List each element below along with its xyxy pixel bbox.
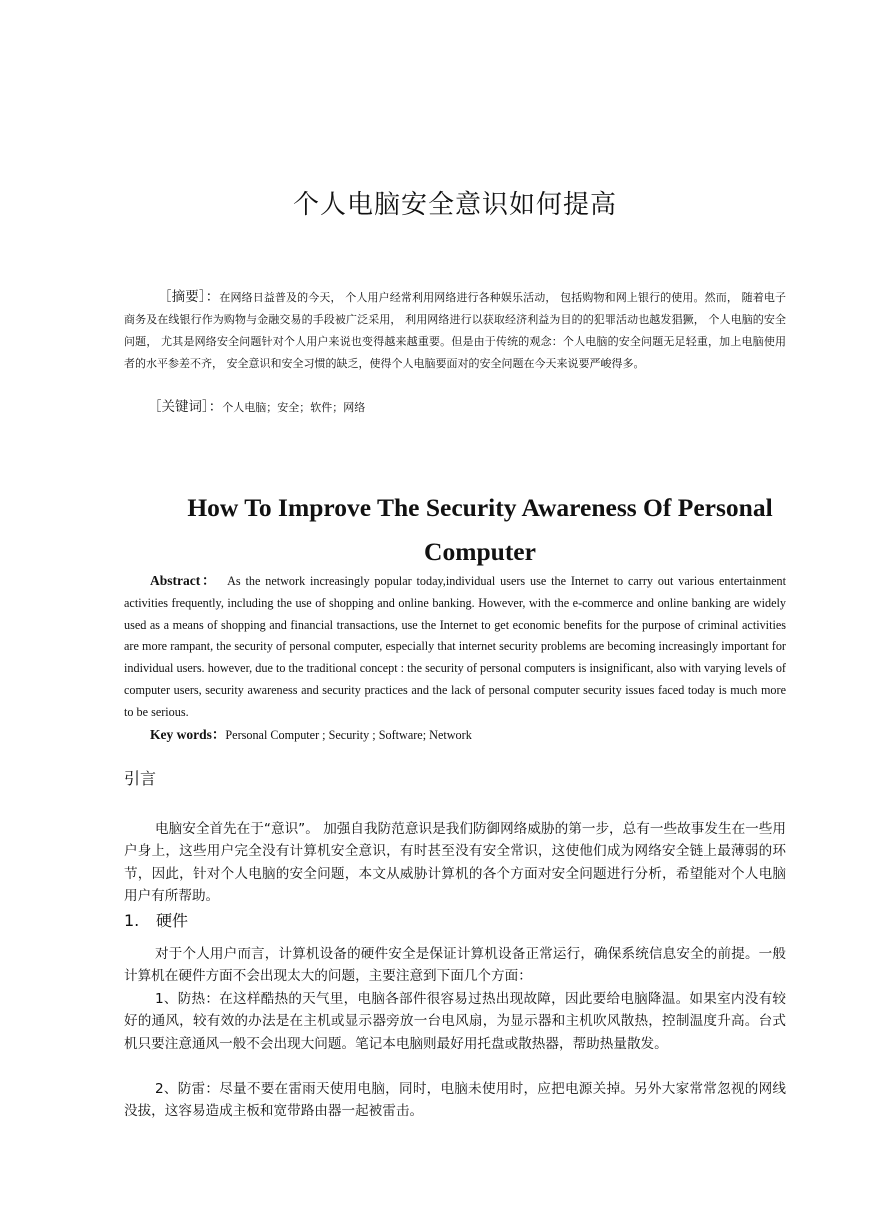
english-keywords-text: Personal Computer ; Security ; Software; Network xyxy=(225,728,472,742)
english-abstract-label: Abstract： xyxy=(150,573,218,588)
chinese-abstract xyxy=(124,286,786,375)
hardware-heading-number: 1. xyxy=(124,911,140,930)
english-keywords-label: Key words： xyxy=(150,727,226,742)
chinese-abstract-label: ［摘要］： xyxy=(158,289,220,305)
intro-heading: 引言 xyxy=(124,769,157,788)
hardware-heading xyxy=(124,908,188,931)
hardware-paragraph-lightning: 2、防雷：尽量不要在雷雨天使用电脑，同时，电脑未使用时，应把电源关掉。另外大家常常忽视的网线没拔，这容易造成主板和宽带路由器一起被雷击。 xyxy=(124,1081,786,1120)
english-title: How To Improve The Security Awareness Of Personal Computer xyxy=(187,493,773,566)
hardware-paragraph-intro: 对于个人用户而言，计算机设备的硬件安全是保证计算机设备正常运行，确保系统信息安全的前提。一般计算机在硬件方面不会出现太大的问题，主要注意到下面几个方面： xyxy=(124,946,786,985)
chinese-abstract-text: 在网络日益普及的今天， 个人用户经常利用网络进行各种娱乐活动， 包括购物和网上银行的使用。然而， 随着电子商务及在线银行作为购物与金融交易的手段被广泛采用， 利用网络进行以获取经济利益为目的的犯罪活动也越发猖獗， 个人电脑的安全问题， 尤其是网络安全问题针对个人用户来说也变得越来越重要。但是由于传统的观念：个人电脑的安全问题无足轻重，加上电脑使用者的水平参差不齐， 安全意识和安全习惯的缺乏，使得个人电脑要面对的安全问题在今天来说要严峻得多。 xyxy=(124,291,786,370)
english-abstract-text: As the network increasingly popular today,individual users use the Internet to carry out various entertainment activities frequently, including the use of shopping and online banking. However, with the e-commerce and online banking are widely used as a means of shopping and financial transactions, use the Internet to get economic benefits for the purpose of criminal activities are more rampant, the security of personal computer, especially that internet security problems are becoming increasingly important for individual users. however, due to the traditional concept : the security of personal computers is insignificant, also with varying levels of computer users, security awareness and security practices and the lack of personal computer security issues faced today is much more to be serious. xyxy=(124,574,786,719)
chinese-keywords-text: 个人电脑；安全；软件；网络 xyxy=(222,401,366,414)
chinese-keywords-label: ［关键词］： xyxy=(148,399,223,415)
hardware-paragraph-heat: 1、防热：在这样酷热的天气里，电脑各部件很容易过热出现故障，因此要给电脑降温。如果室内没有较好的通风，较有效的办法是在主机或显示器旁放一台电风扇，为显示器和主机吹风散热，控制温度升高。台式机只要注意通风一般不会出现大问题。笔记本电脑则最好用托盘或散热器，帮助热量散发。 xyxy=(124,991,786,1052)
english-abstract xyxy=(124,570,786,724)
intro-paragraph: 电脑安全首先在于“意识”。 加强自我防范意识是我们防御网络威胁的第一步，总有一些故事发生在一些用户身上，这些用户完全没有计算机安全意识，有时甚至没有安全常识，这使他们成为网络安全链上最薄弱的环节，因此，针对个人电脑的安全问题，本文从威胁计算机的各个方面对安全问题进行分析，希望能对个人电脑用户有所帮助。 xyxy=(124,821,786,905)
chinese-title: 个人电脑安全意识如何提高 xyxy=(292,190,617,220)
hardware-heading-text: 硬件 xyxy=(156,911,189,930)
english-keywords xyxy=(150,724,472,746)
chinese-keywords xyxy=(148,396,365,419)
